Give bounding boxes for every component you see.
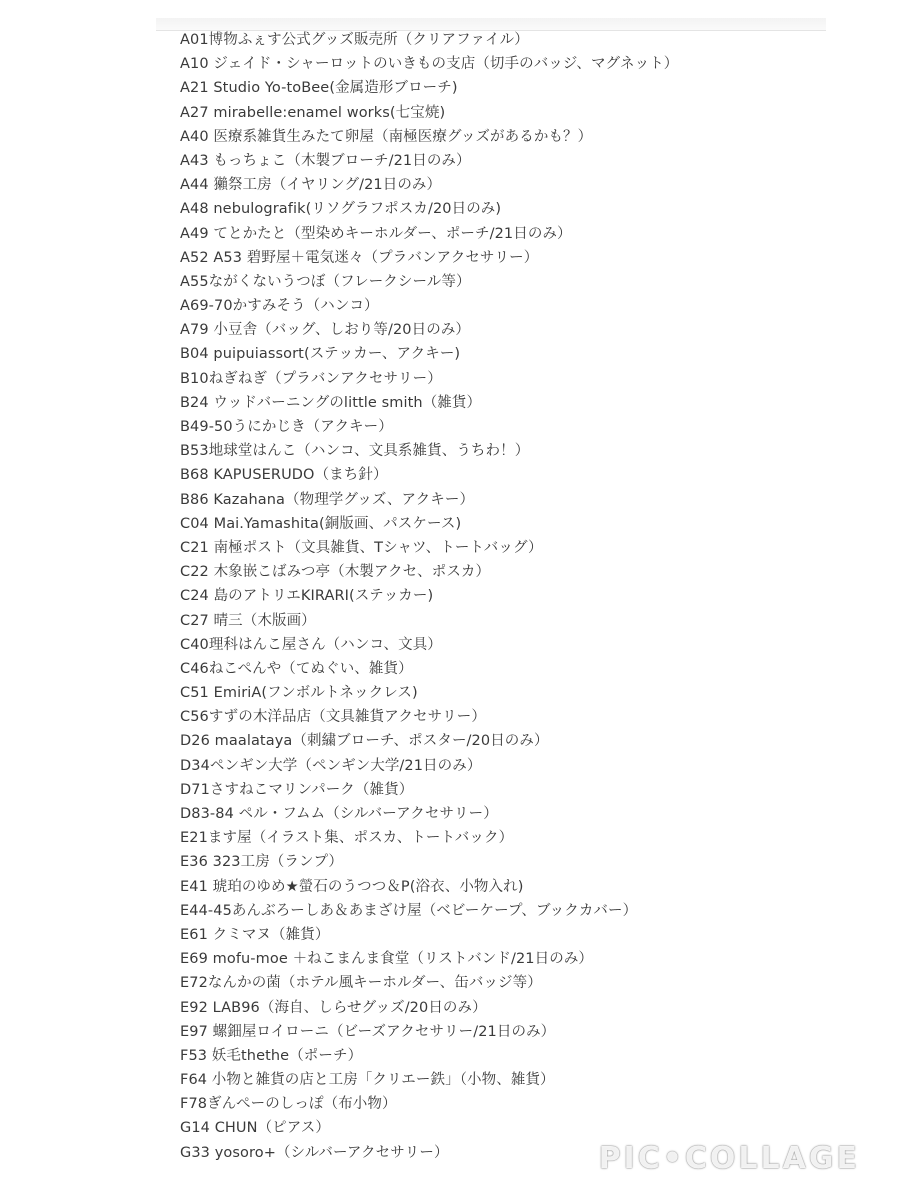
list-item: A43 もっちょこ（木製ブローチ/21日のみ） [180, 152, 471, 169]
list-item: B68 KAPUSERUDO（まち針） [180, 467, 388, 484]
list-item: C27 晴三（木版画） [180, 612, 316, 629]
list-item: A69-70かすみそう（ハンコ） [180, 298, 379, 315]
list-item: F53 妖毛thethe（ポーチ） [180, 1047, 363, 1064]
vendor-list [180, 28, 678, 1165]
list-item: C46ねこぺんや（てぬぐい、雑貨） [180, 660, 413, 677]
list-item: E41 琥珀のゆめ★螢石のうつつ＆P(浴衣、小物入れ) [180, 878, 524, 895]
list-item: C04 Mai.Yamashita(銅版画、パスケース) [180, 515, 462, 532]
list-item: B53地球堂はんこ（ハンコ、文具系雑貨、うちわ！） [180, 443, 530, 460]
list-item: D71さすねこマリンパーク（雑貨） [180, 781, 414, 798]
list-item: B04 puipuiassort(ステッカー、アクキー) [180, 346, 461, 363]
list-item: E36 323工房（ランプ） [180, 854, 343, 871]
list-item: F78ぎんぺーのしっぽ（布小物） [180, 1096, 397, 1113]
list-item: G33 yosoro+（シルバーアクセサリー） [180, 1144, 449, 1161]
list-item: C24 島のアトリエKIRARI(ステッカー) [180, 588, 434, 605]
list-item: A40 医療系雑貨生みたて卵屋（南極医療グッズがあるかも？） [180, 128, 593, 145]
list-item: A79 小豆舎（バッグ、しおり等/20日のみ） [180, 322, 471, 339]
list-item: B24 ウッドバーニングのlittle smith（雑貨） [180, 394, 482, 411]
list-item: A27 mirabelle:enamel works(七宝焼) [180, 104, 446, 121]
list-item: E72なんかの菌（ホテル風キーホルダー、缶バッジ等） [180, 975, 542, 992]
list-item: F64 小物と雑貨の店と工房「クリエー鉄」（小物、雑貨） [180, 1072, 555, 1089]
list-item: E92 LAB96（海自、しらせグッズ/20日のみ） [180, 999, 487, 1016]
list-item: D83-84 ペル・フムム（シルバーアクセサリー） [180, 806, 498, 822]
list-item: C21 南極ポスト（文具雑貨、Tシャツ、トートバッグ） [180, 539, 543, 556]
list-item: A44 獺祭工房（イヤリング/21日のみ） [180, 177, 442, 194]
list-item: C22 木象嵌こばみつ亭（木製アクセ、ポスカ） [180, 564, 491, 581]
list-item: C51 EmiriA(フンボルトネックレス) [180, 685, 418, 702]
list-item: A55ながくないうつぼ（フレークシール等） [180, 273, 471, 290]
list-item: C56すずの木洋品店（文具雑貨アクセサリー） [180, 709, 486, 726]
list-item: E61 クミマヌ（雑貨） [180, 926, 330, 943]
list-item: E44-45あんぶろーしあ＆あまざけ屋（ベビーケープ、ブックカバー） [180, 902, 638, 919]
list-item: D34ペンギン大学（ペンギン大学/21日のみ） [180, 757, 482, 774]
list-item: A48 nebulografik(リソグラフポスカ/20日のみ) [180, 201, 502, 218]
list-item: E21ます屋（イラスト集、ポスカ、トートバック） [180, 830, 514, 847]
pic-collage-watermark: PIC•COLLAGE [598, 1141, 860, 1176]
list-item: B49-50うにかじき（アクキー） [180, 419, 393, 435]
list-item: A10 ジェイド・シャーロットのいきもの支店（切手のバッジ、マグネット） [180, 56, 679, 73]
list-item: E69 mofu-moe ＋ねこまんま食堂（リストバンド/21日のみ） [180, 951, 594, 968]
list-item: A01博物ふぇす公式グッズ販売所（クリアファイル） [180, 32, 529, 48]
list-item: G14 CHUN（ピアス） [180, 1120, 331, 1137]
list-item: E97 螺鈿屋ロイローニ（ビーズアクセサリー/21日のみ） [180, 1023, 556, 1040]
list-item: D26 maalataya（刺繍ブローチ、ポスター/20日のみ） [180, 733, 549, 750]
list-item: C40理科はんこ屋さん（ハンコ、文具） [180, 636, 442, 653]
list-item: A49 てとかたと（型染めキーホルダー、ポーチ/21日のみ） [180, 225, 572, 242]
list-item: B10ねぎねぎ（プラバンアクセサリー） [180, 370, 442, 387]
list-item: A52 A53 碧野屋＋電気迷々（プラバンアクセサリー） [180, 249, 539, 266]
list-item: B86 Kazahana（物理学グッズ、アクキー） [180, 491, 475, 508]
list-item: A21 Studio Yo-toBee(金属造形ブローチ) [180, 80, 458, 97]
